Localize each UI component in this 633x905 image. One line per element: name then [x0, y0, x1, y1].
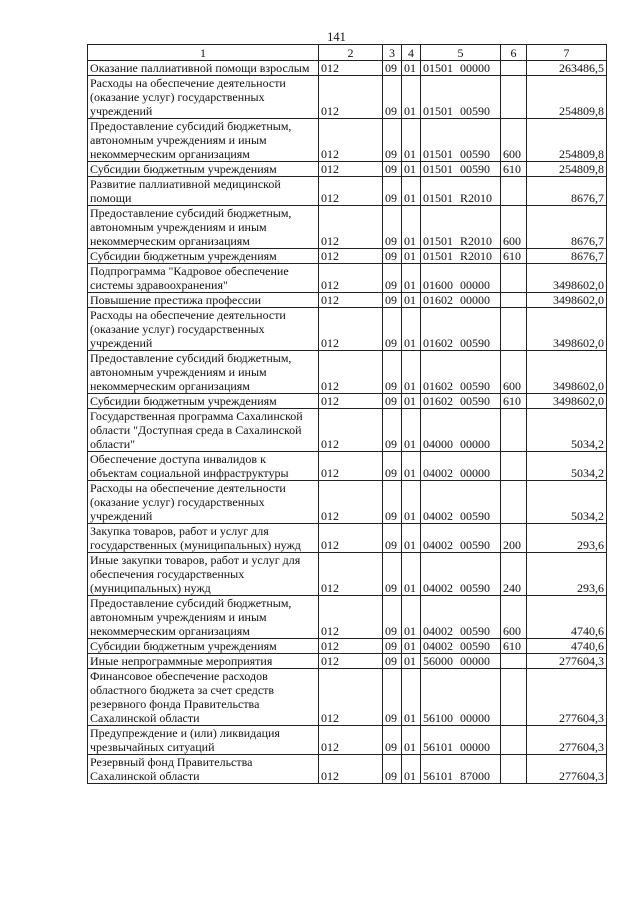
row-name-cell: Предупреждение и (или) ликвидация чрезвычайных ситуаций	[88, 726, 319, 755]
table-row	[88, 308, 607, 351]
row-expense-type-cell: 200	[501, 524, 527, 553]
row-section-code-cell: 09	[383, 293, 402, 308]
row-name-cell: Обеспечение доступа инвалидов к объектам социальной инфраструктуры	[88, 452, 319, 481]
row-target-article-cell: 04002 00590	[421, 639, 501, 654]
column-header: 4	[402, 45, 421, 61]
row-name-cell: Иные непрограммные мероприятия	[88, 654, 319, 669]
row-section-code-cell: 09	[383, 61, 402, 76]
table-row	[88, 177, 607, 206]
column-header: 3	[383, 45, 402, 61]
row-expense-type-cell	[501, 177, 527, 206]
row-subsection-code-cell: 01	[402, 726, 421, 755]
row-subsection-code-cell: 01	[402, 119, 421, 162]
row-expense-type-cell	[501, 293, 527, 308]
row-expense-type-cell: 600	[501, 119, 527, 162]
row-amount-cell: 3498602,0	[527, 293, 607, 308]
row-subsection-code-cell: 01	[402, 596, 421, 639]
table-row	[88, 596, 607, 639]
row-target-article-cell: 01602 00590	[421, 394, 501, 409]
row-name-cell: Субсидии бюджетным учреждениям	[88, 639, 319, 654]
row-expense-type-cell: 240	[501, 553, 527, 596]
row-expense-type-cell	[501, 654, 527, 669]
row-subsection-code-cell: 01	[402, 452, 421, 481]
row-expense-type-cell	[501, 409, 527, 452]
table-row	[88, 524, 607, 553]
table-row	[88, 206, 607, 249]
row-target-article-cell: 04002 00590	[421, 481, 501, 524]
row-expense-type-cell: 610	[501, 162, 527, 177]
row-target-article-cell: 04002 00590	[421, 524, 501, 553]
row-ministry-code-cell: 012	[319, 206, 383, 249]
row-ministry-code-cell: 012	[319, 596, 383, 639]
row-name-cell: Финансовое обеспечение расходов областного бюджета за счет средств резервного фонда Правительства Сахалинской области	[88, 669, 319, 726]
table-row	[88, 162, 607, 177]
row-section-code-cell: 09	[383, 76, 402, 119]
row-amount-cell: 277604,3	[527, 726, 607, 755]
row-expense-type-cell: 610	[501, 394, 527, 409]
row-name-cell: Государственная программа Сахалинской области "Доступная среда в Сахалинской области"	[88, 409, 319, 452]
row-amount-cell: 254809,8	[527, 76, 607, 119]
row-expense-type-cell	[501, 452, 527, 481]
table-row	[88, 452, 607, 481]
row-section-code-cell: 09	[383, 351, 402, 394]
row-expense-type-cell	[501, 481, 527, 524]
row-amount-cell: 277604,3	[527, 654, 607, 669]
row-target-article-cell: 01602 00590	[421, 351, 501, 394]
row-target-article-cell: 01600 00000	[421, 264, 501, 293]
row-name-cell: Предоставление субсидий бюджетным, автономным учреждениям и иным некоммерческим организациям	[88, 206, 319, 249]
row-subsection-code-cell: 01	[402, 669, 421, 726]
row-subsection-code-cell: 01	[402, 639, 421, 654]
row-target-article-cell: 01602 00000	[421, 293, 501, 308]
row-ministry-code-cell: 012	[319, 76, 383, 119]
row-name-cell: Расходы на обеспечение деятельности (оказание услуг) государственных учреждений	[88, 308, 319, 351]
row-subsection-code-cell: 01	[402, 177, 421, 206]
row-subsection-code-cell: 01	[402, 61, 421, 76]
row-name-cell: Расходы на обеспечение деятельности (оказание услуг) государственных учреждений	[88, 481, 319, 524]
row-amount-cell: 5034,2	[527, 481, 607, 524]
table-row	[88, 76, 607, 119]
row-subsection-code-cell: 01	[402, 206, 421, 249]
row-target-article-cell: 04002 00000	[421, 452, 501, 481]
row-expense-type-cell	[501, 726, 527, 755]
row-amount-cell: 263486,5	[527, 61, 607, 76]
row-ministry-code-cell: 012	[319, 654, 383, 669]
column-header-row	[88, 45, 607, 61]
table-body	[88, 61, 607, 784]
row-name-cell: Предоставление субсидий бюджетным, автономным учреждениям и иным некоммерческим организациям	[88, 596, 319, 639]
row-section-code-cell: 09	[383, 206, 402, 249]
row-section-code-cell: 09	[383, 119, 402, 162]
row-name-cell: Закупка товаров, работ и услуг для государственных (муниципальных) нужд	[88, 524, 319, 553]
row-amount-cell: 277604,3	[527, 669, 607, 726]
row-ministry-code-cell: 012	[319, 394, 383, 409]
row-target-article-cell: 56000 00000	[421, 654, 501, 669]
row-section-code-cell: 09	[383, 669, 402, 726]
row-ministry-code-cell: 012	[319, 639, 383, 654]
row-subsection-code-cell: 01	[402, 308, 421, 351]
table-row	[88, 553, 607, 596]
row-amount-cell: 8676,7	[527, 206, 607, 249]
row-name-cell: Развитие паллиативной медицинской помощи	[88, 177, 319, 206]
row-subsection-code-cell: 01	[402, 264, 421, 293]
row-subsection-code-cell: 01	[402, 293, 421, 308]
row-name-cell: Резервный фонд Правительства Сахалинской области	[88, 755, 319, 784]
row-section-code-cell: 09	[383, 249, 402, 264]
column-header: 5	[421, 45, 501, 61]
row-ministry-code-cell: 012	[319, 177, 383, 206]
row-ministry-code-cell: 012	[319, 726, 383, 755]
budget-table	[87, 44, 607, 784]
page-number: 141	[327, 30, 346, 44]
row-amount-cell: 8676,7	[527, 177, 607, 206]
row-ministry-code-cell: 012	[319, 553, 383, 596]
row-section-code-cell: 09	[383, 394, 402, 409]
row-section-code-cell: 09	[383, 452, 402, 481]
row-target-article-cell: 56100 00000	[421, 669, 501, 726]
table-row	[88, 119, 607, 162]
row-section-code-cell: 09	[383, 553, 402, 596]
row-target-article-cell: 01501 R2010	[421, 206, 501, 249]
table-row	[88, 726, 607, 755]
row-subsection-code-cell: 01	[402, 162, 421, 177]
row-amount-cell: 8676,7	[527, 249, 607, 264]
row-section-code-cell: 09	[383, 596, 402, 639]
row-ministry-code-cell: 012	[319, 293, 383, 308]
row-target-article-cell: 01501 00000	[421, 61, 501, 76]
column-header: 6	[501, 45, 527, 61]
row-ministry-code-cell: 012	[319, 119, 383, 162]
row-expense-type-cell: 610	[501, 639, 527, 654]
row-ministry-code-cell: 012	[319, 452, 383, 481]
row-ministry-code-cell: 012	[319, 409, 383, 452]
row-section-code-cell: 09	[383, 654, 402, 669]
row-expense-type-cell	[501, 61, 527, 76]
row-expense-type-cell: 600	[501, 206, 527, 249]
row-name-cell: Субсидии бюджетным учреждениям	[88, 162, 319, 177]
row-amount-cell: 293,6	[527, 524, 607, 553]
table-row	[88, 409, 607, 452]
row-target-article-cell: 01501 R2010	[421, 249, 501, 264]
row-section-code-cell: 09	[383, 308, 402, 351]
row-amount-cell: 4740,6	[527, 596, 607, 639]
row-target-article-cell: 56101 87000	[421, 755, 501, 784]
row-ministry-code-cell: 012	[319, 669, 383, 726]
row-target-article-cell: 01501 00590	[421, 162, 501, 177]
row-expense-type-cell	[501, 755, 527, 784]
row-amount-cell: 5034,2	[527, 452, 607, 481]
table-row	[88, 394, 607, 409]
row-ministry-code-cell: 012	[319, 264, 383, 293]
row-section-code-cell: 09	[383, 162, 402, 177]
row-section-code-cell: 09	[383, 481, 402, 524]
row-amount-cell: 4740,6	[527, 639, 607, 654]
row-subsection-code-cell: 01	[402, 394, 421, 409]
row-subsection-code-cell: 01	[402, 409, 421, 452]
row-ministry-code-cell: 012	[319, 755, 383, 784]
column-header: 7	[527, 45, 607, 61]
column-header: 1	[88, 45, 319, 61]
row-ministry-code-cell: 012	[319, 481, 383, 524]
row-subsection-code-cell: 01	[402, 351, 421, 394]
row-target-article-cell: 04000 00000	[421, 409, 501, 452]
row-name-cell: Предоставление субсидий бюджетным, автономным учреждениям и иным некоммерческим организациям	[88, 119, 319, 162]
row-amount-cell: 293,6	[527, 553, 607, 596]
row-ministry-code-cell: 012	[319, 351, 383, 394]
row-amount-cell: 3498602,0	[527, 351, 607, 394]
row-section-code-cell: 09	[383, 409, 402, 452]
row-target-article-cell: 01501 00590	[421, 76, 501, 119]
row-subsection-code-cell: 01	[402, 755, 421, 784]
row-expense-type-cell	[501, 76, 527, 119]
row-amount-cell: 3498602,0	[527, 394, 607, 409]
row-section-code-cell: 09	[383, 177, 402, 206]
table-row	[88, 351, 607, 394]
row-amount-cell: 254809,8	[527, 119, 607, 162]
row-expense-type-cell: 600	[501, 351, 527, 394]
row-target-article-cell: 56101 00000	[421, 726, 501, 755]
row-subsection-code-cell: 01	[402, 76, 421, 119]
table-row	[88, 249, 607, 264]
table-row	[88, 264, 607, 293]
table-row	[88, 293, 607, 308]
row-name-cell: Субсидии бюджетным учреждениям	[88, 394, 319, 409]
table-row	[88, 481, 607, 524]
row-name-cell: Иные закупки товаров, работ и услуг для обеспечения государственных (муниципальных) нужд	[88, 553, 319, 596]
row-amount-cell: 5034,2	[527, 409, 607, 452]
row-name-cell: Субсидии бюджетным учреждениям	[88, 249, 319, 264]
row-section-code-cell: 09	[383, 639, 402, 654]
row-section-code-cell: 09	[383, 264, 402, 293]
row-amount-cell: 3498602,0	[527, 308, 607, 351]
row-amount-cell: 3498602,0	[527, 264, 607, 293]
table-row	[88, 669, 607, 726]
table-row	[88, 639, 607, 654]
row-ministry-code-cell: 012	[319, 162, 383, 177]
row-expense-type-cell	[501, 308, 527, 351]
row-amount-cell: 277604,3	[527, 755, 607, 784]
column-header: 2	[319, 45, 383, 61]
row-subsection-code-cell: 01	[402, 524, 421, 553]
row-expense-type-cell: 600	[501, 596, 527, 639]
row-section-code-cell: 09	[383, 726, 402, 755]
row-section-code-cell: 09	[383, 524, 402, 553]
row-ministry-code-cell: 012	[319, 61, 383, 76]
row-name-cell: Подпрограмма "Кадровое обеспечение системы здравоохранения"	[88, 264, 319, 293]
row-name-cell: Предоставление субсидий бюджетным, автономным учреждениям и иным некоммерческим организациям	[88, 351, 319, 394]
row-subsection-code-cell: 01	[402, 249, 421, 264]
row-expense-type-cell	[501, 669, 527, 726]
row-subsection-code-cell: 01	[402, 553, 421, 596]
row-target-article-cell: 01602 00590	[421, 308, 501, 351]
row-name-cell: Повышение престижа профессии	[88, 293, 319, 308]
row-target-article-cell: 01501 R2010	[421, 177, 501, 206]
row-name-cell: Расходы на обеспечение деятельности (оказание услуг) государственных учреждений	[88, 76, 319, 119]
row-subsection-code-cell: 01	[402, 481, 421, 524]
row-expense-type-cell: 610	[501, 249, 527, 264]
row-expense-type-cell	[501, 264, 527, 293]
row-target-article-cell: 04002 00590	[421, 553, 501, 596]
row-amount-cell: 254809,8	[527, 162, 607, 177]
row-ministry-code-cell: 012	[319, 524, 383, 553]
row-target-article-cell: 01501 00590	[421, 119, 501, 162]
table-row	[88, 755, 607, 784]
row-ministry-code-cell: 012	[319, 308, 383, 351]
row-subsection-code-cell: 01	[402, 654, 421, 669]
table-row	[88, 654, 607, 669]
table-row	[88, 61, 607, 76]
row-ministry-code-cell: 012	[319, 249, 383, 264]
row-target-article-cell: 04002 00590	[421, 596, 501, 639]
row-name-cell: Оказание паллиативной помощи взрослым	[88, 61, 319, 76]
row-section-code-cell: 09	[383, 755, 402, 784]
